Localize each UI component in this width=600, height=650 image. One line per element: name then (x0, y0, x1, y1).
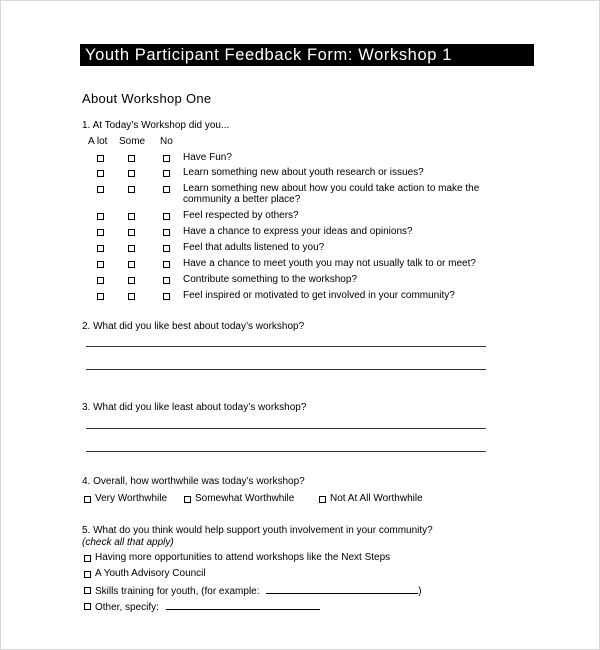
option-youth-advisory-council[interactable]: A Youth Advisory Council (84, 568, 206, 579)
answer-line[interactable] (86, 428, 486, 429)
option-other[interactable]: Other, specify: (84, 600, 320, 613)
column-some: Some (119, 136, 146, 147)
question-1-item: Contribute something to the workshop? (183, 274, 357, 285)
checkbox-no[interactable] (163, 229, 170, 236)
answer-line[interactable] (86, 346, 486, 347)
column-a-lot: A lot (88, 136, 108, 147)
checkbox-a-lot[interactable] (97, 277, 104, 284)
question-1-item: Feel inspired or motivated to get involved in your community? (183, 290, 455, 301)
question-1-row (0, 167, 600, 181)
question-1-prompt: 1. At Today’s Workshop did you... (82, 120, 230, 131)
checkbox[interactable] (84, 603, 91, 610)
option-not-at-all-worthwhile[interactable]: Not At All Worthwhile (319, 493, 423, 504)
question-1-item: Have a chance to meet youth you may not usually talk to or meet? (183, 258, 476, 269)
option-somewhat-worthwhile[interactable]: Somewhat Worthwhile (184, 493, 294, 504)
question-1-item: Learn something new about youth research or issues? (183, 167, 424, 178)
question-5-note: (check all that apply) (82, 537, 174, 548)
checkbox-no[interactable] (163, 277, 170, 284)
answer-line[interactable] (86, 451, 486, 452)
question-1-row (0, 210, 600, 224)
answer-line[interactable] (86, 369, 486, 370)
checkbox[interactable] (184, 496, 191, 503)
checkbox-no[interactable] (163, 213, 170, 220)
other-specify-blank[interactable] (166, 600, 320, 610)
question-1-item: Have Fun? (183, 152, 232, 163)
checkbox-a-lot[interactable] (97, 245, 104, 252)
checkbox-no[interactable] (163, 186, 170, 193)
section-heading: About Workshop One (82, 91, 212, 106)
checkbox-some[interactable] (128, 261, 135, 268)
checkbox-some[interactable] (128, 170, 135, 177)
checkbox[interactable] (84, 555, 91, 562)
checkbox-some[interactable] (128, 155, 135, 162)
checkbox[interactable] (319, 496, 326, 503)
column-no: No (160, 136, 173, 147)
checkbox-no[interactable] (163, 245, 170, 252)
checkbox-a-lot[interactable] (97, 293, 104, 300)
question-1-row (0, 152, 600, 166)
question-1-item: Feel respected by others? (183, 210, 299, 221)
option-skills-training[interactable]: Skills training for youth, (for example: ) (84, 584, 422, 597)
skills-example-blank[interactable] (266, 584, 418, 594)
checkbox-no[interactable] (163, 261, 170, 268)
checkbox-some[interactable] (128, 245, 135, 252)
question-1-row (0, 290, 600, 304)
checkbox-some[interactable] (128, 229, 135, 236)
question-5-prompt: 5. What do you think would help support youth involvement in your community? (82, 525, 433, 536)
question-1-row (0, 183, 600, 205)
checkbox-a-lot[interactable] (97, 213, 104, 220)
question-1-row (0, 274, 600, 288)
form-title: Youth Participant Feedback Form: Workshop 1 (80, 44, 534, 66)
option-more-workshops[interactable]: Having more opportunities to attend workshops like the Next Steps (84, 552, 390, 563)
question-2-prompt: 2. What did you like best about today’s workshop? (82, 321, 305, 332)
checkbox-some[interactable] (128, 213, 135, 220)
checkbox-a-lot[interactable] (97, 170, 104, 177)
checkbox[interactable] (84, 587, 91, 594)
question-1-item: Learn something new about how you could take action to make the community a better place? (183, 183, 480, 205)
checkbox-some[interactable] (128, 186, 135, 193)
checkbox-no[interactable] (163, 170, 170, 177)
checkbox[interactable] (84, 571, 91, 578)
option-very-worthwhile[interactable]: Very Worthwhile (84, 493, 167, 504)
checkbox[interactable] (84, 496, 91, 503)
checkbox-no[interactable] (163, 155, 170, 162)
checkbox-a-lot[interactable] (97, 186, 104, 193)
checkbox-a-lot[interactable] (97, 229, 104, 236)
question-1-row (0, 226, 600, 240)
question-3-prompt: 3. What did you like least about today’s workshop? (82, 402, 307, 413)
checkbox-a-lot[interactable] (97, 261, 104, 268)
checkbox-some[interactable] (128, 293, 135, 300)
checkbox-some[interactable] (128, 277, 135, 284)
question-1-item: Feel that adults listened to you? (183, 242, 325, 253)
checkbox-a-lot[interactable] (97, 155, 104, 162)
question-4-prompt: 4. Overall, how worthwhile was today’s workshop? (82, 476, 305, 487)
question-1-row (0, 258, 600, 272)
question-1-row (0, 242, 600, 256)
checkbox-no[interactable] (163, 293, 170, 300)
question-1-item: Have a chance to express your ideas and opinions? (183, 226, 413, 237)
